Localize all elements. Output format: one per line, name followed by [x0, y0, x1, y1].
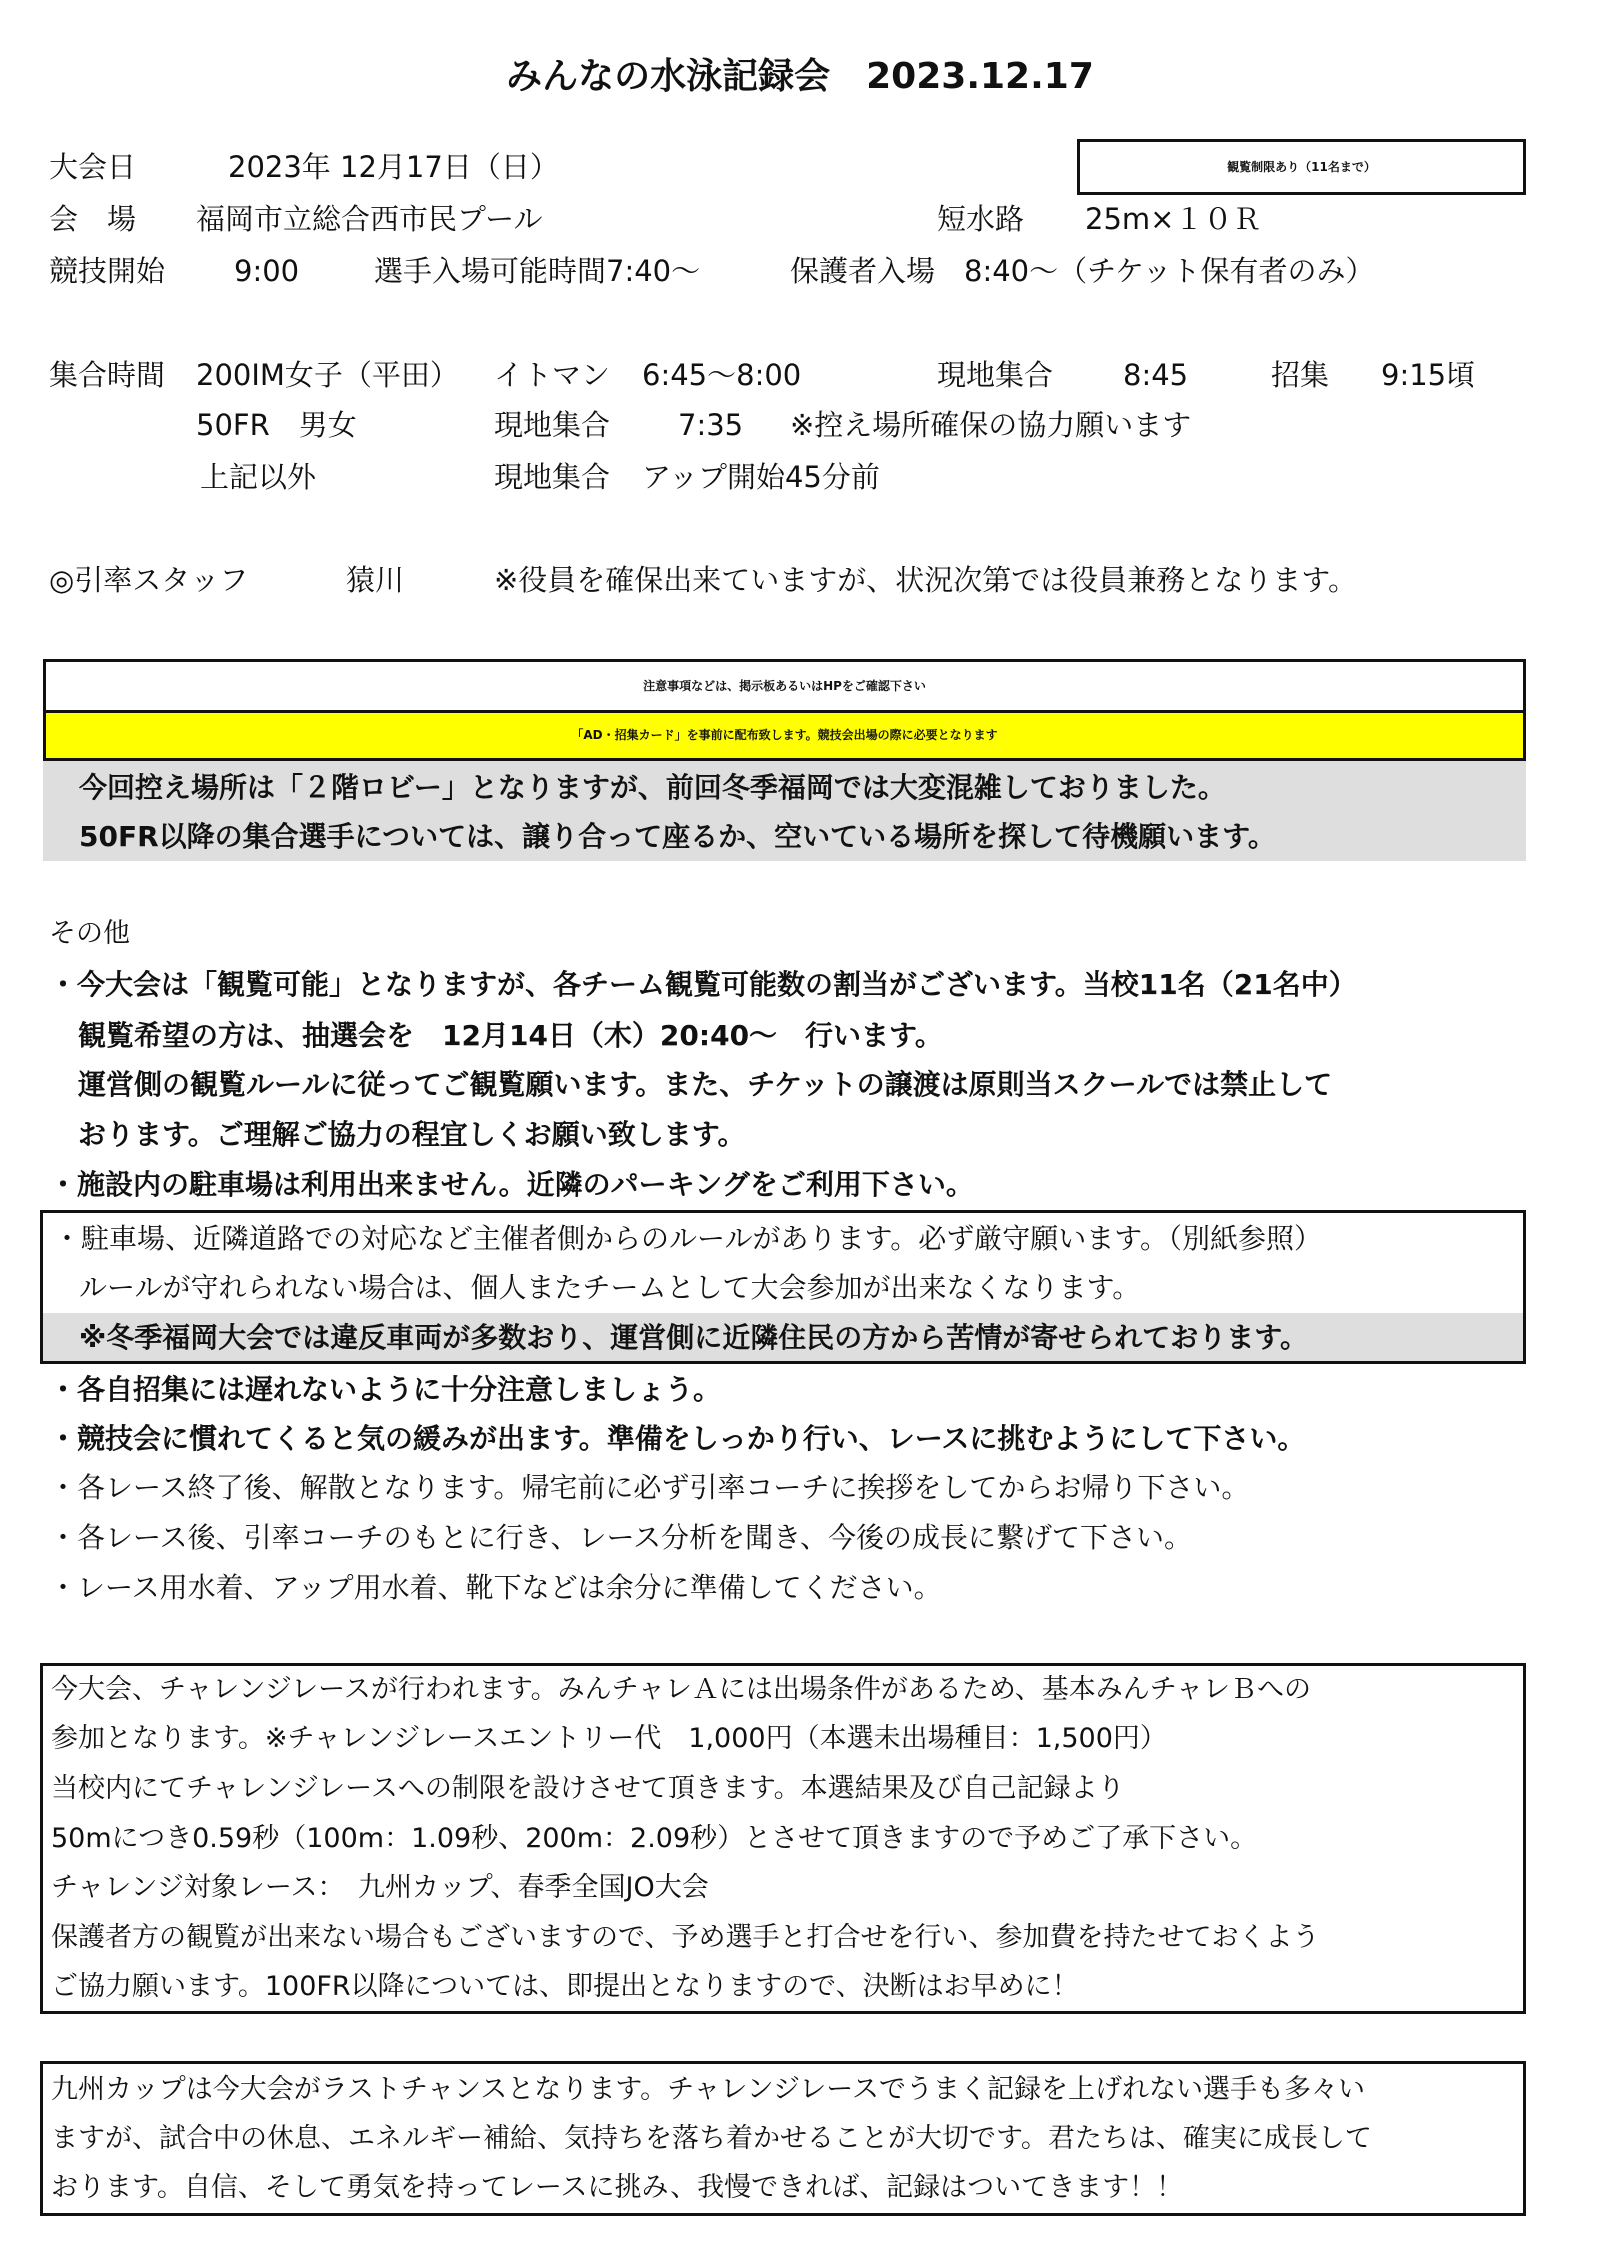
other-line-8: ・各レース終了後、解散となります。帰宅前に必ず引率コーチに挨拶をしてからお帰り下さい。 [49, 1471, 1250, 1504]
other-label: その他 [49, 918, 130, 949]
assembly-r2-local: 現地集合 [494, 408, 611, 442]
assembly-r2-note: ※控え場所確保の協力願います [790, 408, 1192, 442]
assembly-r1-local: 現地集合 [937, 358, 1054, 392]
other-line-1: ・今大会は「観覧可能」となりますが、各チーム観覧可能数の割当がございます。当校11名（21名中） [49, 968, 1357, 1001]
parking-rules-box [40, 1210, 1526, 1364]
challenge-line-7: ご協力願います。100FR以降については、即提出となりますので、決断はお早めに！ [51, 1971, 1079, 2002]
kyushu-line-2: ますが、試合中の休息、エネルギー補給、気持ちを落ち着かせることが大切です。君たちは、確実に成長して [51, 2123, 1372, 2154]
challenge-line-1: 今大会、チャレンジレースが行われます。みんチャレＡには出場条件があるため、基本みんチャレＢへの [51, 1674, 1311, 1705]
pool-value: 25m×１０Ｒ [1085, 202, 1262, 236]
other-line-5: ・施設内の駐車場は利用出来ません。近隣のパーキングをご利用下さい。 [49, 1168, 974, 1201]
kyushu-line-3: おります。自信、そして勇気を持ってレースに挑み、我慢できれば、記録はついてきます！！ [51, 2172, 1184, 2203]
assembly-r3-event: 上記以外 [200, 460, 317, 494]
challenge-line-5: チャレンジ対象レース： 九州カップ、春季全国JO大会 [51, 1872, 709, 1903]
assembly-r1-local-time: 8:45 [1123, 358, 1189, 392]
athlete-entry: 選手入場可能時間7:40〜 [374, 254, 701, 288]
notice-yellow-box [43, 710, 1526, 761]
parking-rules-line-3: ※冬季福岡大会では違反車両が多数おり、運営側に近隣住民の方から苦情が寄せられております。 [79, 1321, 1308, 1354]
challenge-line-3: 当校内にてチャレンジレースへの制限を設けさせて頂きます。本選結果及び自己記録より [51, 1773, 1125, 1804]
notice-gray-box [43, 761, 1526, 861]
start-label: 競技開始 [49, 254, 166, 288]
assembly-r2-local-time: 7:35 [678, 408, 744, 442]
notice-yellow-text: 「AD・招集カード」を事前に配布致します。競技会出場の際に必要となります [571, 728, 998, 742]
pool-label: 短水路 [937, 202, 1025, 236]
viewing-limit-text: 観覧制限あり（11名まで） [1227, 160, 1376, 174]
assembly-r3-local: 現地集合 [494, 460, 611, 494]
page-title: みんなの水泳記録会 2023.12.17 [506, 56, 1094, 97]
challenge-line-2: 参加となります。※チャレンジレースエントリー代 1,000円（本選未出場種目：1,500円） [51, 1723, 1167, 1754]
notice-header: 注意事項などは、掲示板あるいはHPをご確認下さい [643, 679, 926, 693]
challenge-line-4: 50mにつき0.59秒（100m：1.09秒、200m：2.09秒）とさせて頂きますので予めご了承下さい。 [51, 1823, 1258, 1854]
assembly-r1-call: 招集 [1271, 358, 1330, 392]
notice-gray-line-1: 今回控え場所は「２階ロビー」となりますが、前回冬季福岡では大変混雑しておりました。 [79, 771, 1226, 804]
assembly-r1-event: 200IM女子（平田） [196, 358, 459, 392]
assembly-r2-event: 50FR 男女 [196, 408, 357, 442]
assembly-r1-call-time: 9:15頃 [1381, 358, 1476, 392]
assembly-label: 集合時間 [49, 358, 166, 392]
guardian-entry: 保護者入場 8:40〜（チケット保有者のみ） [790, 254, 1375, 288]
viewing-limit-box [1077, 139, 1526, 195]
staff-label: ◎引率スタッフ [49, 563, 249, 597]
assembly-r1-time: 6:45〜8:00 [642, 358, 802, 392]
other-line-10: ・レース用水着、アップ用水着、靴下などは余分に準備してください。 [49, 1571, 942, 1604]
parking-rules-line-1: ・駐車場、近隣道路での対応など主催者側からのルールがあります。必ず厳守願います。（別紙参照） [53, 1222, 1322, 1255]
other-line-9: ・各レース後、引率コーチのもとに行き、レース分析を聞き、今後の成長に繋げて下さい。 [49, 1521, 1192, 1554]
other-line-4: おります。ご理解ご協力の程宜しくお願い致します。 [78, 1118, 746, 1151]
other-line-6: ・各自招集には遅れないように十分注意しましょう。 [49, 1373, 722, 1406]
kyushu-cup-box [40, 2061, 1526, 2216]
staff-name: 猿川 [346, 563, 405, 597]
challenge-line-6: 保護者方の観覧が出来ない場合もございますので、予め選手と打合せを行い、参加費を持たせておくよう [51, 1922, 1320, 1953]
date-label: 大会日 [49, 150, 137, 184]
other-line-2: 観覧希望の方は、抽選会を 12月14日（木）20:40〜 行います。 [78, 1019, 943, 1052]
kyushu-line-1: 九州カップは今大会がラストチャンスとなります。チャレンジレースでうまく記録を上げれない選手も多々い [51, 2074, 1365, 2105]
parking-rules-gray [43, 1313, 1523, 1361]
date-value: 2023年 12月17日（日） [228, 150, 559, 184]
staff-note: ※役員を確保出来ていますが、状況次第では役員兼務となります。 [494, 563, 1357, 597]
parking-rules-line-2: ルールが守れられない場合は、個人またチームとして大会参加が出来なくなります。 [79, 1271, 1141, 1304]
other-line-3: 運営側の観覧ルールに従ってご観覧願います。また、チケットの譲渡は原則当スクールでは禁止して [78, 1068, 1333, 1101]
assembly-r1-place: イトマン [494, 358, 611, 392]
challenge-race-box [40, 1663, 1526, 2014]
notice-header-box [43, 659, 1526, 713]
assembly-r3-note: アップ開始45分前 [642, 460, 880, 494]
venue-label: 会 場 [49, 202, 137, 236]
notice-gray-line-2: 50FR以降の集合選手については、譲り合って座るか、空いている場所を探して待機願います。 [79, 820, 1276, 853]
venue-value: 福岡市立総合西市民プール [196, 202, 543, 236]
other-line-7: ・競技会に慣れてくると気の緩みが出ます。準備をしっかり行い、レースに挑むようにして下さい。 [49, 1422, 1306, 1455]
start-value: 9:00 [234, 254, 300, 288]
